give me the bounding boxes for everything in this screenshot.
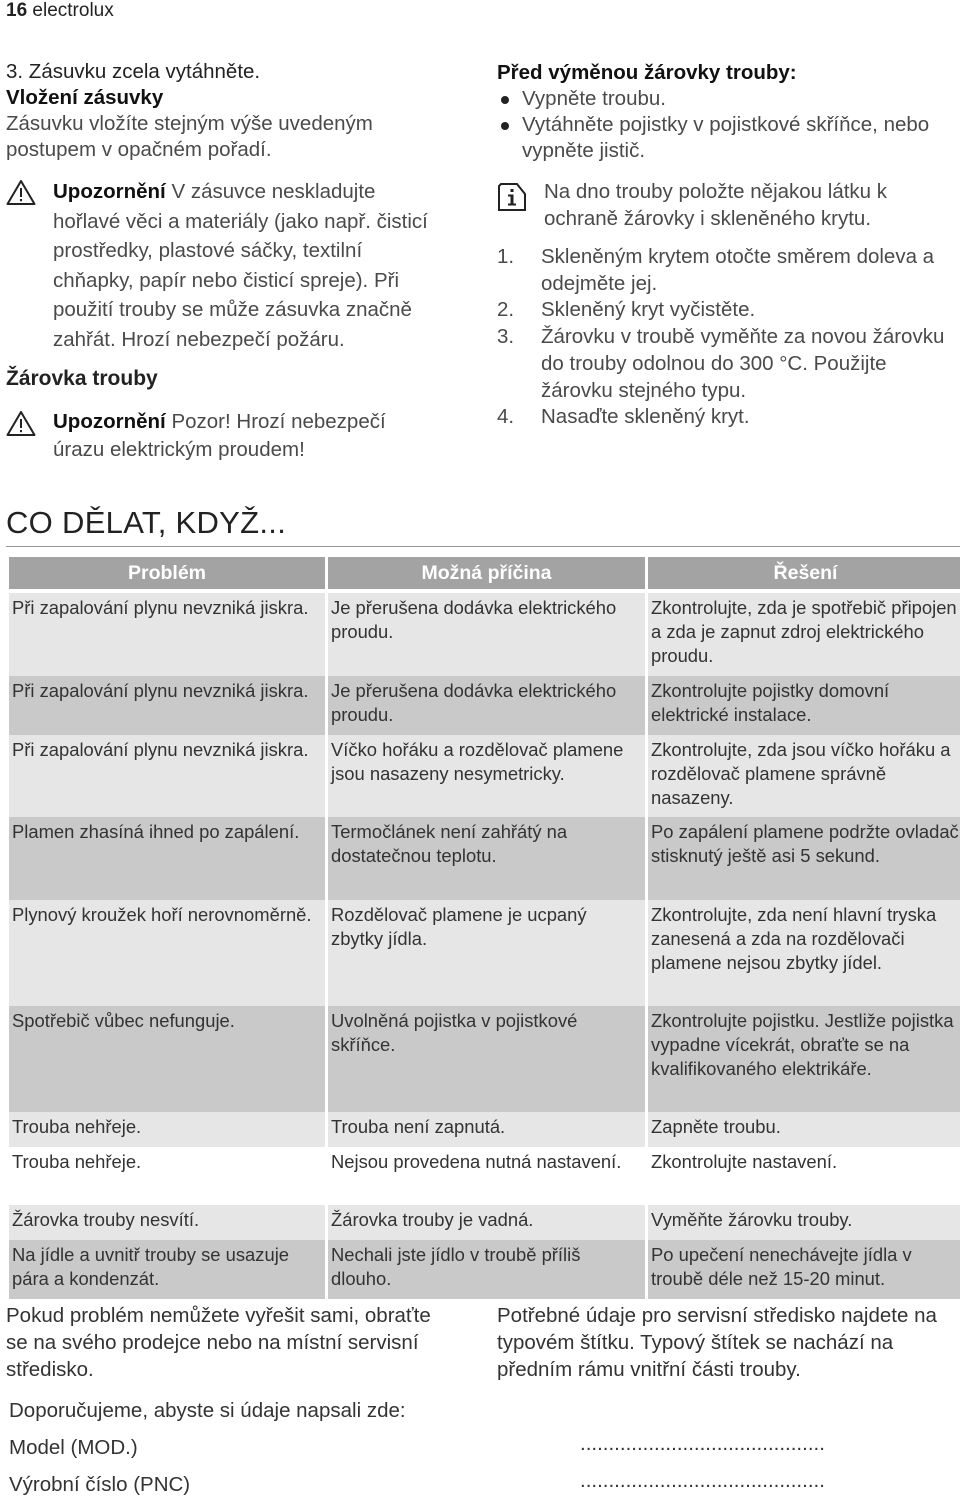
step-number: 1.: [497, 245, 515, 268]
table-header-row: [9, 557, 960, 589]
model-label: Model (MOD.): [9, 1436, 138, 1459]
before-replacement-list: [497, 86, 957, 164]
oven-bulb-title: Žárovka trouby: [6, 367, 158, 390]
cell-problem: Plamen zhasíná ihned po zapálení.: [9, 817, 325, 900]
info-icon: [497, 182, 527, 212]
pnc-label: Výrobní číslo (PNC): [9, 1473, 191, 1496]
insert-drawer-text: Zásuvku vložíte stejným výše uvedeným postupem v opačném pořadí.: [6, 112, 373, 161]
cell-cause: Je přerušena dodávka elektrického proudu.: [328, 676, 645, 735]
cell-problem: Na jídle a uvnitř trouby se usazuje pára a kondenzát.: [9, 1240, 325, 1299]
step-item: [497, 324, 957, 404]
header-solution: Řešení: [648, 557, 960, 589]
brand-name: electrolux: [32, 0, 114, 21]
step-number: 2.: [497, 298, 515, 322]
step-item: [497, 404, 957, 431]
step-text: Skleněným krytem otočte směrem doleva a odejměte jej.: [541, 245, 935, 295]
cell-solution: Zkontrolujte, zda není hlavní tryska zanesená a zda na rozdělovači plamene nejsou zbytky jídel.: [648, 900, 960, 1006]
header-problem: Problém: [9, 557, 325, 589]
list-item: Vypněte troubu.: [497, 86, 957, 112]
cell-cause: Žárovka trouby je vadná.: [328, 1205, 645, 1240]
warning-flammable: [6, 177, 436, 354]
cell-cause: Termočlánek není zahřátý na dostatečnou teplotu.: [328, 817, 645, 900]
page-number: 16: [6, 0, 28, 21]
troubleshooting-table: [6, 557, 960, 1299]
cell-problem: Plynový kroužek hoří nerovnoměrně.: [9, 900, 325, 1006]
cell-cause: Rozdělovač plamene je ucpaný zbytky jídla.: [328, 900, 645, 1006]
cell-problem: Žárovka trouby nesvítí.: [9, 1205, 325, 1240]
cell-problem: Při zapalování plynu nevzniká jiskra.: [9, 676, 325, 735]
cell-cause: Nechali jste jídlo v troubě příliš dlouho.: [328, 1240, 645, 1299]
table-row: [9, 1147, 960, 1205]
insert-drawer-title: Vložení zásuvky: [6, 86, 164, 109]
table-row: [9, 1240, 960, 1299]
header-cause: Možná příčina: [328, 557, 645, 589]
warning-label: Upozornění: [53, 180, 166, 203]
table-row: [9, 1112, 960, 1147]
cell-cause: Je přerušena dodávka elektrického proudu.: [328, 593, 645, 676]
left-column: [6, 59, 436, 464]
info-note: [497, 178, 957, 232]
cell-solution: Zkontrolujte pojistky domovní elektrické instalace.: [648, 676, 960, 735]
step-text: Skleněný kryt vyčistěte.: [541, 298, 756, 322]
warning-text: Pozor! Hrozí nebezpečí úrazu elektrickým proudem!: [53, 410, 386, 461]
cell-problem: Při zapalování plynu nevzniká jiskra.: [9, 735, 325, 817]
cell-solution: Zkontrolujte nastavení.: [648, 1147, 960, 1205]
before-replacement-title: Před výměnou žárovky trouby:: [497, 61, 797, 84]
step-number: 4.: [497, 405, 515, 429]
cell-solution: Zkontrolujte, zda jsou víčko hořáku a rozdělovač plamene správně nasazeny.: [648, 735, 960, 817]
pnc-fill-line: ...........................................: [580, 1469, 825, 1492]
step-text: Nasaďte skleněný kryt.: [541, 405, 750, 429]
cell-problem: Trouba nehřeje.: [9, 1112, 325, 1147]
right-column: [497, 60, 957, 431]
table-row: [9, 1006, 960, 1112]
divider: [6, 546, 960, 547]
cell-cause: Nejsou provedena nutná nastavení.: [328, 1147, 645, 1205]
warning-label: Upozornění: [53, 410, 166, 433]
table-row: [9, 817, 960, 900]
step-number: 3.: [497, 325, 515, 349]
cell-solution: Po upečení nenechávejte jídla v troubě déle než 15-20 minut.: [648, 1240, 960, 1299]
model-fill-line: ...........................................: [580, 1432, 825, 1455]
drawer-step-3: 3. Zásuvku zcela vytáhněte.: [6, 60, 261, 83]
cell-problem: Při zapalování plynu nevzniká jiskra.: [9, 593, 325, 676]
table-row: [9, 1205, 960, 1240]
cell-solution: Zkontrolujte, zda je spotřebič připojen a zda je zapnut zdroj elektrického proudu.: [648, 593, 960, 676]
table-row: [9, 900, 960, 1006]
table-row: [9, 593, 960, 676]
step-text: Žárovku v troubě vyměňte za novou žárovku do trouby odolnou do 300 °C. Použijte žárovku stejného typu.: [541, 325, 945, 402]
cell-solution: Vyměňte žárovku trouby.: [648, 1205, 960, 1240]
warning-icon: [6, 179, 36, 206]
cell-solution: Po zapálení plamene podržte ovladač stisknutý ještě asi 5 sekund.: [648, 817, 960, 900]
page-header: [6, 0, 114, 22]
cell-cause: Víčko hořáku a rozdělovač plamene jsou nasazeny nesymetricky.: [328, 735, 645, 817]
rating-plate-text: Potřebné údaje pro servisní středisko najdete na typovém štítku. Typový štítek se nachází na předním rámu vnitřní části trouby.: [497, 1304, 937, 1381]
table-row: [9, 676, 960, 735]
cell-solution: Zkontrolujte pojistku. Jestliže pojistka vypadne vícekrát, obraťte se na kvalifikovaného elektrikáře.: [648, 1006, 960, 1112]
recommend-text: Doporučujeme, abyste si údaje napsali zde:: [9, 1399, 406, 1422]
warning-electric: [6, 408, 436, 464]
warning-text: V zásuvce neskladujte hořlavé věci a materiály (jako např. čisticí prostředky, plastové sáčky, textilní chňapky, papír nebo čisticí spreje). Při použití trouby se může zásuvka značně zahřát. Hrozí nebezpečí požáru.: [53, 180, 428, 351]
cell-cause: Uvolněná pojistka v pojistkové skříňce.: [328, 1006, 645, 1112]
table-row: [9, 735, 960, 817]
replacement-steps: [497, 244, 957, 431]
cell-problem: Spotřebič vůbec nefunguje.: [9, 1006, 325, 1112]
info-text: Na dno trouby položte nějakou látku k ochraně žárovky i skleněného krytu.: [544, 180, 888, 230]
list-item: Vytáhněte pojistky v pojistkové skříňce, nebo vypněte jistič.: [497, 112, 957, 164]
warning-icon: [6, 410, 36, 437]
cell-cause: Trouba není zapnutá.: [328, 1112, 645, 1147]
cell-solution: Zapněte troubu.: [648, 1112, 960, 1147]
contact-dealer-text: Pokud problém nemůžete vyřešit sami, obraťte se na svého prodejce nebo na místní servisní středisko.: [6, 1304, 431, 1381]
cell-problem: Trouba nehřeje.: [9, 1147, 325, 1205]
section-title: CO DĚLAT, KDYŽ...: [6, 505, 287, 540]
step-item: [497, 244, 957, 297]
step-item: [497, 297, 957, 324]
